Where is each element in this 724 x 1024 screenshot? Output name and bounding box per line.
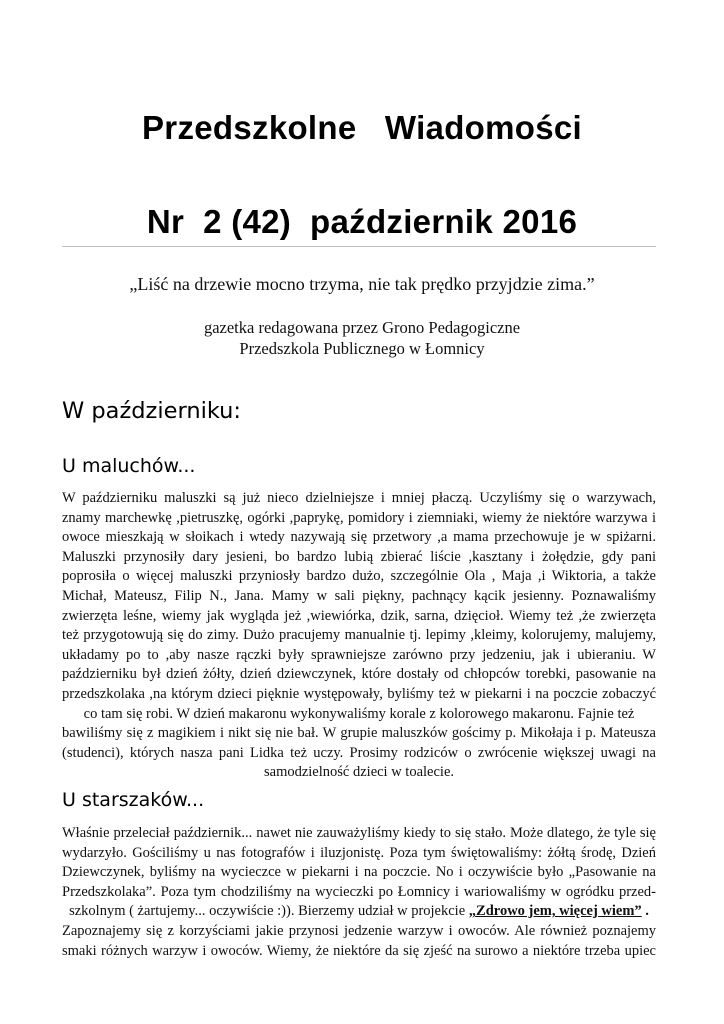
paragraph-line: Przedszkolaka”. Poza tym chodziliśmy na wycieczki po Łomnicy i wariowaliśmy w ogródku przed-: [62, 883, 656, 900]
paragraph-line: co tam się robi. W dzień makaronu wykonywaliśmy korale z kolorowego makaronu. Fajnie też: [83, 705, 635, 722]
paragraph-line: układamy po to ,aby nasze rączki były sprawniejsze zarówno przy jedzeniu, jak i ubieraniu. W: [62, 646, 656, 663]
starszaki-heading: U starszaków...: [62, 789, 205, 811]
paragraph-line: Dziewczynek, byliśmy na wycieczce w piekarni i na poczcie. No i oczywiście było „Pasowanie na: [62, 864, 656, 881]
paragraph-line: Michał, Mateusz, Filip N., Jana. Mamy w sali piękny, pachnący kącik jesienny. Poznawaliśmy: [62, 587, 656, 604]
paragraph-line: bawiliśmy się z magikiem i nikt się nie bał. W grupie maluszków gościmy p. Mikołaja i p. Mateusza: [62, 725, 656, 742]
editors-line-1: gazetka redagowana przez Grono Pedagogiczne: [203, 318, 521, 337]
project-punctuation: .: [645, 903, 649, 920]
header-divider: [62, 246, 656, 247]
paragraph-line: [62, 902, 656, 922]
paragraph-line: Zapoznajemy się z korzyściami jakie przynosi jedzenie warzyw i owoców. Ale również poznajemy: [62, 922, 656, 939]
newsletter-title: Przedszkolne Wiadomości: [142, 109, 582, 146]
paragraph-line: październiku był dzień żółty, dzień dziewczynek, które dostały od chłopców torebki, pasowanie na: [62, 666, 656, 683]
section-heading: W październiku:: [62, 398, 242, 424]
issue-number-date: Nr 2 (42) październik 2016: [146, 203, 578, 240]
paragraph-line: Właśnie przeleciał październik... nawet nie zauważyliśmy kiedy to się stało. Może dlatego, że tyle się: [62, 825, 656, 841]
paragraph-line: owoce mieszkają w słoikach i wtedy nazywają się przetwory ,a mama przechowuje je w spiżarni.: [62, 529, 656, 546]
paragraph-line: zwierzęta leśne, wiemy jak wygląda jeż ,wiewiórka, dzik, sarna, dzięcioł. Wiemy też ,że zwierzęta: [62, 607, 656, 624]
maluchy-heading: U maluchów...: [62, 455, 196, 477]
starszaki-paragraph: [62, 824, 656, 961]
motto-quote: „Liść na drzewie mocno trzyma, nie tak prędko przyjdzie zima.”: [129, 274, 595, 294]
paragraph-line: samodzielność dzieci w toalecie.: [263, 764, 455, 781]
paragraph-line: znamy marchewkę ,pietruszkę, ogórki ,paprykę, pomidory i ziemniaki, wiemy że niektóre warzywa i: [62, 509, 656, 526]
paragraph-line: (studenci), których nasza pani Lidka też uczy. Prosimy rodziców o zwrócenie większej uwagi na: [62, 744, 656, 761]
paragraph-line: W październiku maluszki są już nieco dzielniejsze i mniej płaczą. Uczyliśmy się o warzywach,: [62, 490, 656, 506]
paragraph-line: wydarzyło. Gościliśmy u nas fotografów i iluzjonistę. Poza tym świętowaliśmy: żółtą środę, Dzień: [62, 844, 656, 861]
paragraph-line: poprosiła o więcej maluszki przyniosły bardzo dużo, szczególnie Ola , Maja ,i Wiktoria, a także: [62, 568, 656, 585]
paragraph-line: Maluszki przynosiły dary jesieni, bo bardzo lubią zbierać liście ,kasztany i żołędzie, gdy pani: [62, 548, 656, 565]
paragraph-text: szkolnym ( żartujemy... oczywiście :)). Bierzemy udział w projekcie: [69, 903, 466, 920]
paragraph-line: smaki różnych warzyw i owoców. Wiemy, że niektóre da się zjeść na surowo a niektóre trzeba upiec: [62, 942, 656, 959]
project-name: „Zdrowo jem, więcej wiem”: [468, 903, 642, 920]
paragraph-line: przedszkolaka ,na którym dzieci pięknie występowały, byliśmy też w piekarni i na poczcie zobaczyć: [62, 685, 656, 702]
editors-line-2: Przedszkola Publicznego w Łomnicy: [239, 339, 485, 358]
maluchy-paragraph: [62, 489, 656, 783]
paragraph-line: też przygotowują się do zimy. Dużo pracujemy manualnie tj. lepimy ,kleimy, kolorujemy, malujemy,: [62, 627, 656, 644]
